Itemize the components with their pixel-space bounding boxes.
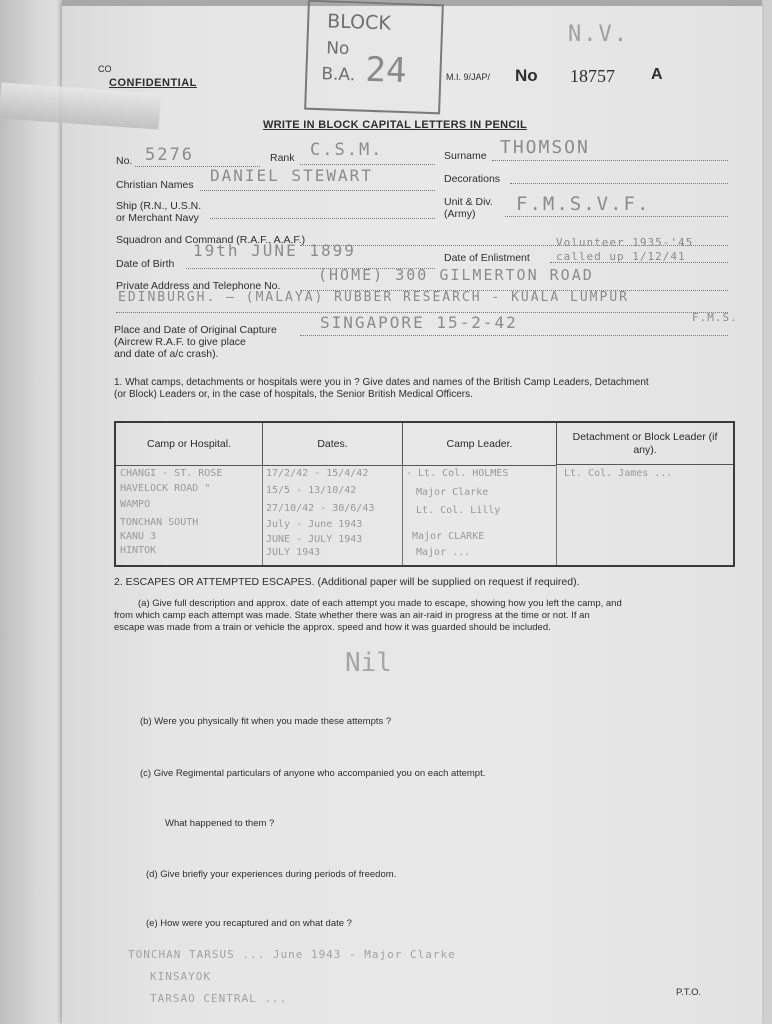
question-1-line-1: 1. What camps, detachments or hospitals were you in ? Give dates and names of the British Camp Leaders, Detachment: [114, 377, 649, 388]
corner-note: N.V.: [568, 22, 629, 47]
capture-label: [114, 324, 277, 360]
dob-label: Date of Birth: [116, 258, 175, 270]
table-header-camp: Camp or Hospital.: [116, 423, 263, 466]
dob-value: 19th JUNE 1899: [193, 241, 356, 260]
no-value: 5276: [145, 145, 194, 165]
table-header-detachment: Detachment or Block Leader (if any).: [557, 423, 733, 465]
camp-entry: CHANGI - ST. ROSE: [120, 468, 223, 479]
question-2d: (d) Give briefly your experiences during periods of freedom.: [146, 869, 397, 880]
block-stamp: [304, 0, 444, 114]
stamp-line-1: BLOCK: [326, 10, 392, 35]
classification-partial: CO: [98, 64, 112, 74]
camps-table: [114, 421, 735, 567]
camp-entry: HINTOK: [120, 545, 157, 556]
question-2a-line-2: from which camp each attempt was made. State whether there was an air-raid in progress at the time or not. If an: [114, 610, 590, 621]
leader-entry: Major Clarke: [416, 487, 489, 498]
question-2a-line-3: escape was made from a train or vehicle the approx. speed and how it was guarded should be included.: [114, 622, 551, 633]
question-2a-line-1: (a) Give full description and approx. date of each attempt you made to escape, showing how you left the camp, and: [138, 598, 622, 609]
question-2c-followup: What happened to them ?: [165, 818, 275, 829]
surname-label: Surname: [444, 150, 487, 162]
rank-value: C.S.M.: [310, 140, 384, 160]
capture-value: SINGAPORE 15-2-42: [320, 313, 518, 332]
camp-entry: WAMPO: [120, 499, 151, 510]
ship-label-line-2: or Merchant Navy: [116, 212, 199, 224]
address-label: Private Address and Telephone No.: [116, 280, 281, 292]
question-1: [114, 377, 649, 401]
decorations-label: Decorations: [444, 173, 501, 185]
dates-entry: JUNE - JULY 1943: [266, 534, 363, 545]
enlistment-value-2: called up 1/12/41: [556, 250, 686, 263]
camp-entry: KANU 3: [120, 531, 157, 542]
unit-label-line-1: Unit & Div.: [444, 196, 493, 208]
enlistment-value-1: Volunteer 1935-'45: [556, 236, 694, 249]
stamp-line-2: No: [325, 38, 350, 60]
leader-entry: Lt. Col. Lilly: [416, 505, 501, 516]
camp-entry: TONCHAN SOUTH: [120, 517, 199, 528]
bottom-handwriting-3: TARSAO CENTRAL ...: [150, 992, 288, 1005]
capture-label-line-2: (Aircrew R.A.F. to give place: [114, 336, 246, 348]
question-1-line-2: (or Block) Leaders or, in the case of hospitals, the Senior British Medical Officers.: [114, 389, 473, 400]
address-value-1: (HOME) 300 GILMERTON ROAD: [318, 266, 594, 284]
leader-entry: Major ...: [416, 547, 471, 558]
pto-label: P.T.O.: [676, 987, 702, 998]
unit-label: [444, 196, 493, 220]
table-header-dates: Dates.: [263, 423, 403, 466]
capture-label-line-3: and date of a/c crash).: [114, 348, 219, 360]
ship-label-line-1: Ship (R.N., U.S.N.: [116, 200, 202, 212]
question-2c: (c) Give Regimental particulars of anyone who accompanied you on each attempt.: [140, 768, 486, 779]
dates-entry: July - June 1943: [266, 519, 363, 530]
leader-entry: Major CLARKE: [412, 531, 485, 542]
ship-label: [116, 200, 201, 224]
stamp-number: 24: [364, 49, 408, 92]
form-instruction: WRITE IN BLOCK CAPITAL LETTERS IN PENCIL: [263, 119, 527, 131]
squadron-label: Squadron and Command (R.A.F., A.A.F.): [116, 234, 306, 246]
capture-label-line-1: Place and Date of Original Capture: [114, 324, 277, 336]
christian-names-value: DANIEL STEWART: [210, 166, 373, 185]
question-2a-answer: Nil: [345, 648, 392, 678]
dates-entry: 27/10/42 - 30/6/43: [266, 503, 375, 514]
address-value-3: F.M.S.: [692, 311, 738, 324]
leader-entry: - Lt. Col. HOLMES: [406, 468, 509, 479]
table-header-leader: Camp Leader.: [403, 423, 557, 466]
no-label: No: [515, 66, 538, 85]
dates-entry: 15/5 - 13/10/42: [266, 485, 357, 496]
form-ref: M.I. 9/JAP/: [446, 72, 491, 82]
christian-names-label: Christian Names: [116, 179, 194, 191]
question-2e: (e) How were you recaptured and on what date ?: [146, 918, 352, 929]
surname-value: THOMSON: [500, 137, 590, 158]
question-2a: [114, 598, 622, 634]
dates-entry: JULY 1943: [266, 547, 321, 558]
enlistment-label: Date of Enlistment: [444, 252, 530, 264]
detachment-entry: Lt. Col. James ...: [564, 468, 673, 479]
address-value-2: EDINBURGH. — (MALAYA) RUBBER RESEARCH - KUALA LUMPUR: [118, 290, 629, 305]
question-2b: (b) Were you physically fit when you made these attempts ?: [140, 716, 392, 727]
no-field-label: No.: [116, 155, 133, 167]
question-2-title: 2. ESCAPES OR ATTEMPTED ESCAPES. (Additional paper will be supplied on request if required).: [114, 576, 580, 588]
bottom-handwriting-2: KINSAYOK: [150, 970, 211, 983]
serial-number: 18757: [570, 66, 615, 86]
unit-label-line-2: (Army): [444, 208, 476, 220]
bottom-handwriting-1: TONCHAN TARSUS ... June 1943 - Major Clarke: [128, 948, 456, 961]
serial-suffix: A: [651, 66, 663, 83]
camp-entry: HAVELOCK ROAD ": [120, 483, 211, 494]
unit-value: F.M.S.V.F.: [516, 193, 651, 215]
dates-entry: 17/2/42 - 15/4/42: [266, 468, 369, 479]
stamp-line-3: B.A.: [321, 64, 356, 86]
rank-label: Rank: [270, 152, 295, 164]
classification-label: CONFIDENTIAL: [109, 77, 197, 89]
